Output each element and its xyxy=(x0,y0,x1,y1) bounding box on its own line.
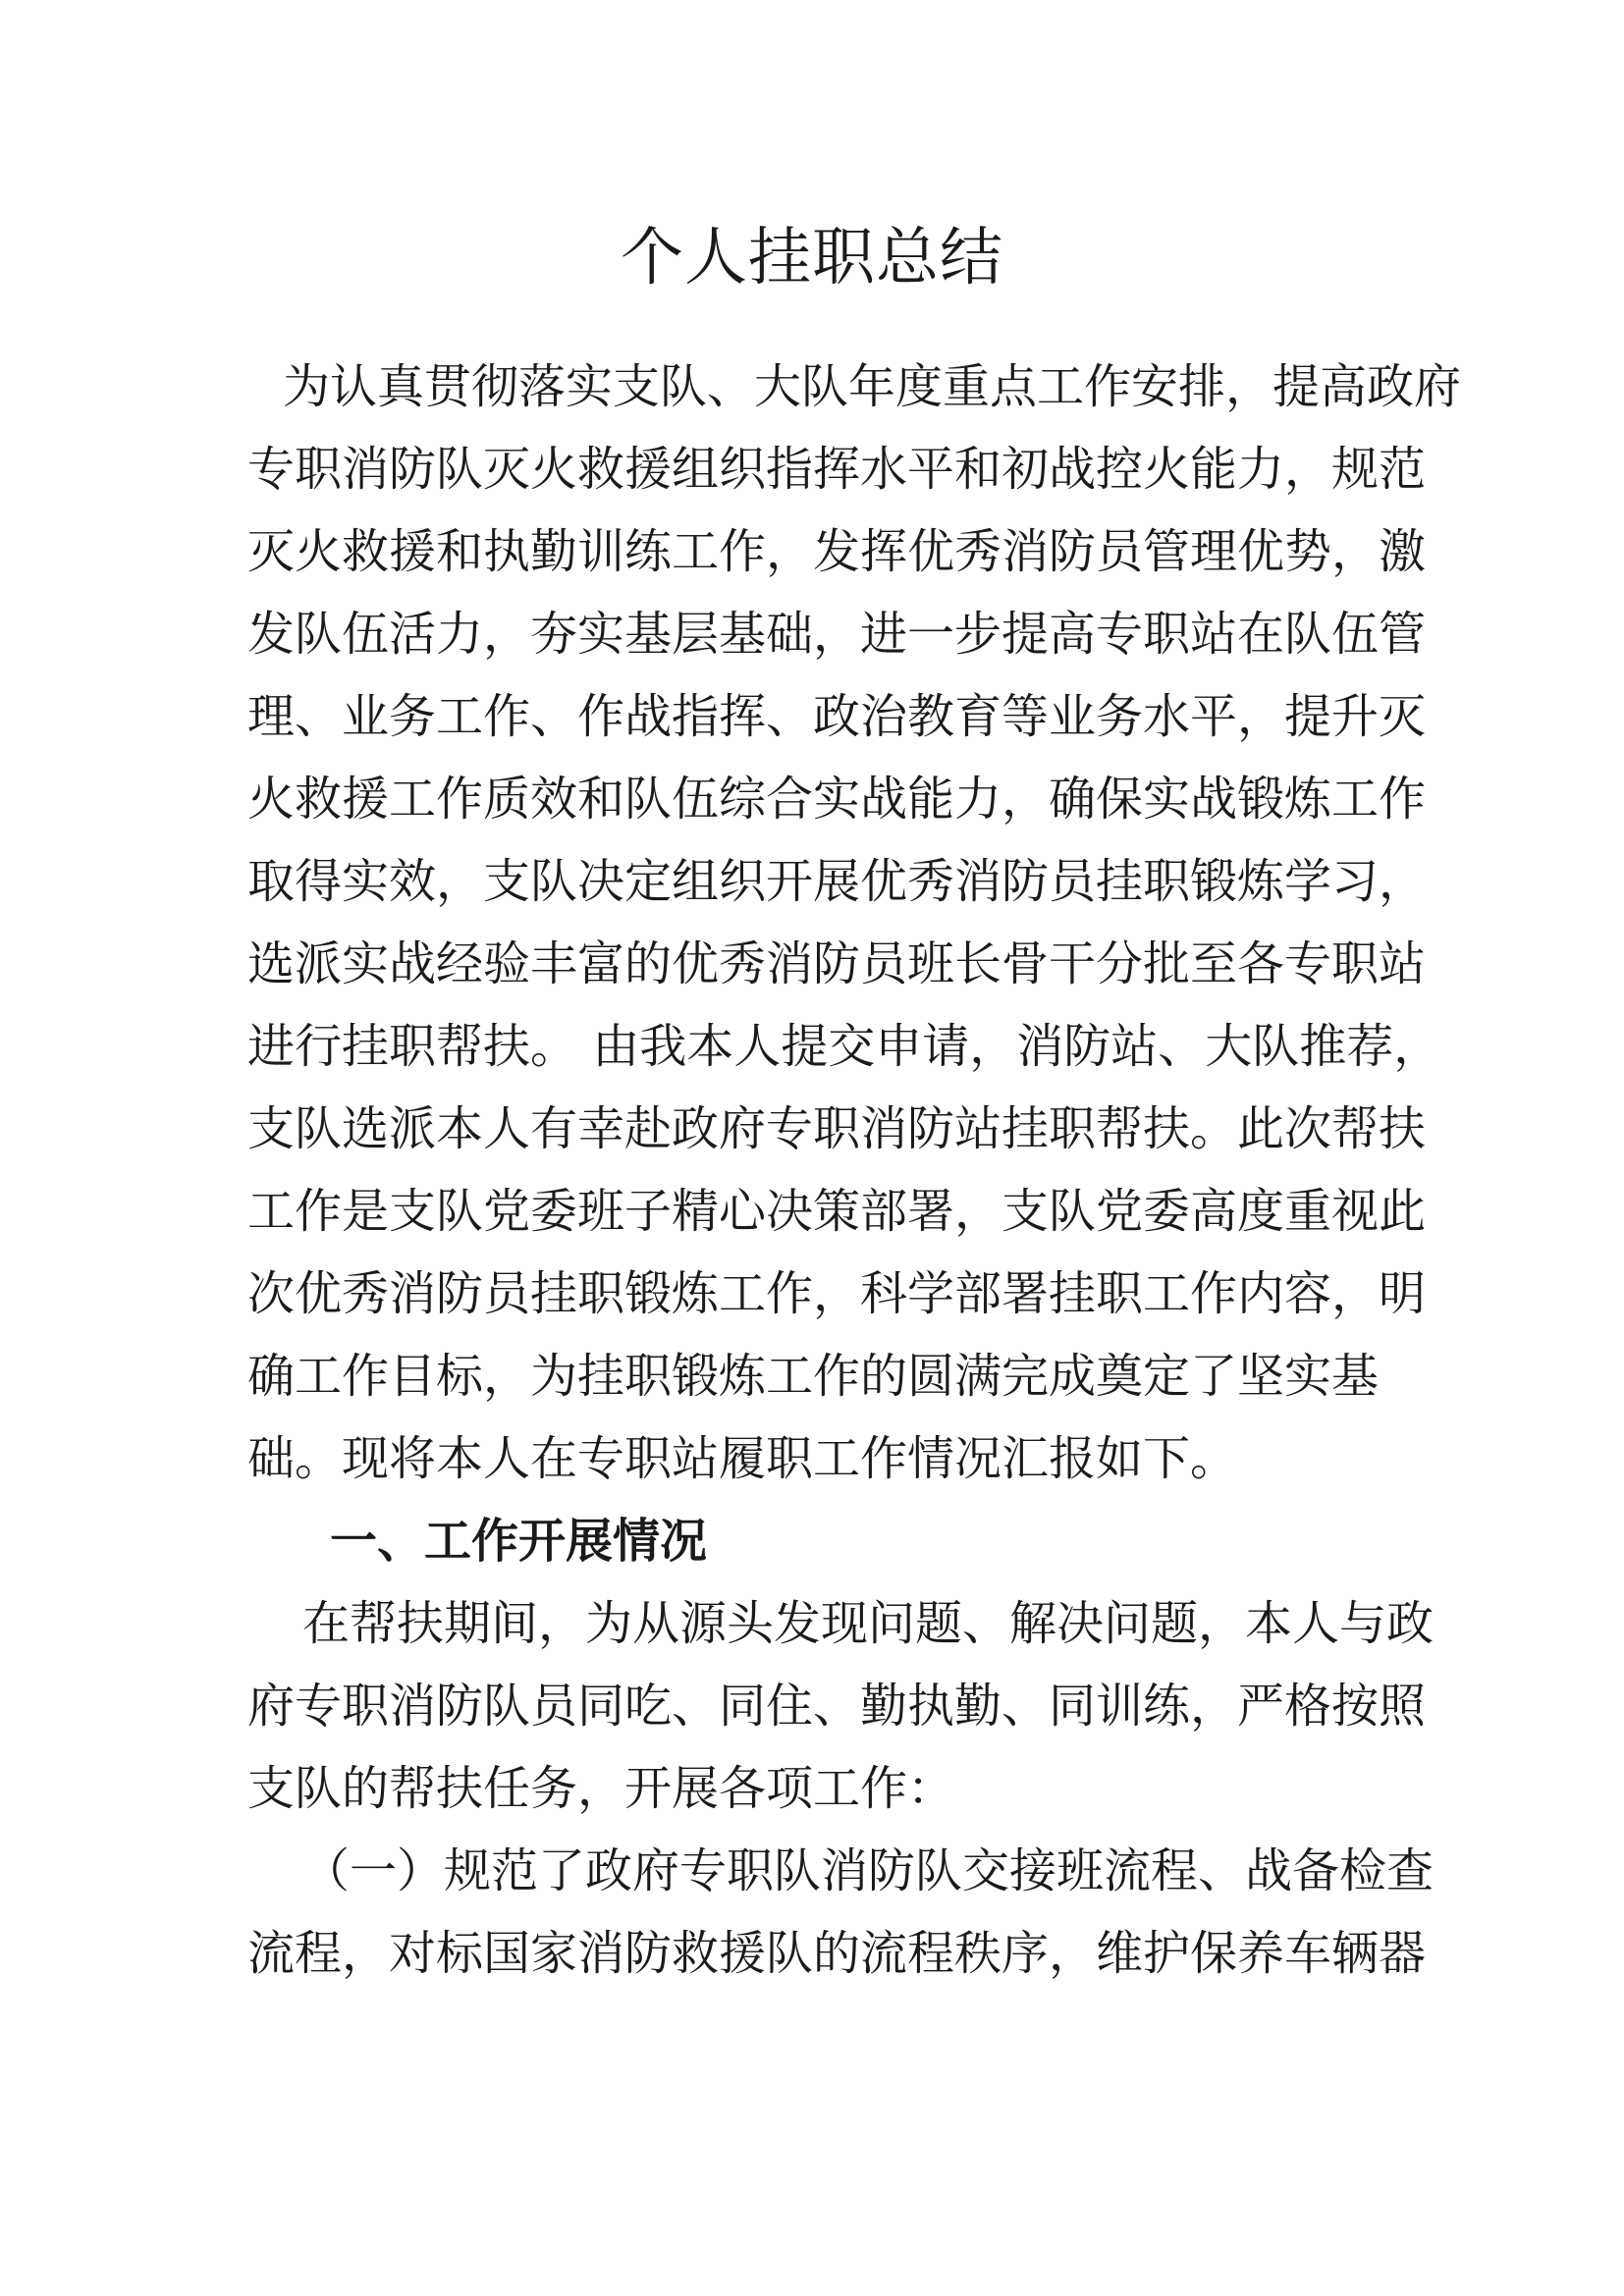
paragraph-line: 选派实战经验丰富的优秀消防员班长骨干分批至各专职站 xyxy=(247,936,1427,991)
paragraph-line: 理、业务工作、作战指挥、政治教育等业务水平，提升灭 xyxy=(247,689,1427,744)
paragraph-line: 确工作目标，为挂职锻炼工作的圆满完成奠定了坚实基 xyxy=(247,1349,1380,1404)
paragraph-line: 火救援工作质效和队伍综合实战能力，确保实战锻炼工作 xyxy=(247,772,1427,827)
document-title: 个人挂职总结 xyxy=(621,222,1003,294)
subsection-line: （一）规范了政府专职队消防队交接班流程、战备检查 xyxy=(302,1843,1435,1898)
paragraph-line: 流程，对标国家消防救援队的流程秩序，维护保养车辆器 xyxy=(247,1926,1427,1981)
paragraph-line: 支队选派本人有幸赴政府专职消防站挂职帮扶。此次帮扶 xyxy=(247,1101,1427,1156)
paragraph-line: 府专职消防队员同吃、同住、勤执勤、同训练，严格按照 xyxy=(247,1679,1427,1734)
paragraph-line: 在帮扶期间，为从源头发现问题、解决问题，本人与政 xyxy=(302,1596,1435,1651)
paragraph-line: 次优秀消防员挂职锻炼工作，科学部署挂职工作内容，明 xyxy=(247,1266,1427,1321)
document-body xyxy=(247,346,1462,1995)
paragraph-line: 发队伍活力，夯实基层基础，进一步提高专职站在队伍管 xyxy=(247,607,1427,662)
paragraph-line: 灭火救援和执勤训练工作，发挥优秀消防员管理优势，激 xyxy=(247,524,1427,579)
paragraph-line: 工作是支队党委班子精心决策部署，支队党委高度重视此 xyxy=(247,1184,1427,1239)
section-heading: 一、工作开展情况 xyxy=(330,1514,708,1569)
paragraph-line: 础。现将本人在专职站履职工作情况汇报如下。 xyxy=(247,1431,1238,1486)
paragraph-line: 专职消防队灭火救援组织指挥水平和初战控火能力，规范 xyxy=(247,442,1427,497)
paragraph-line: 为认真贯彻落实支队、大队年度重点工作安排，提高政府 xyxy=(283,359,1462,414)
paragraph-line: 取得实效，支队决定组织开展优秀消防员挂职锻炼学习， xyxy=(247,854,1427,909)
paragraph-line: 进行挂职帮扶。 由我本人提交申请，消防站、大队推荐， xyxy=(247,1019,1441,1074)
paragraph-line: 支队的帮扶任务，开展各项工作： xyxy=(247,1761,955,1816)
